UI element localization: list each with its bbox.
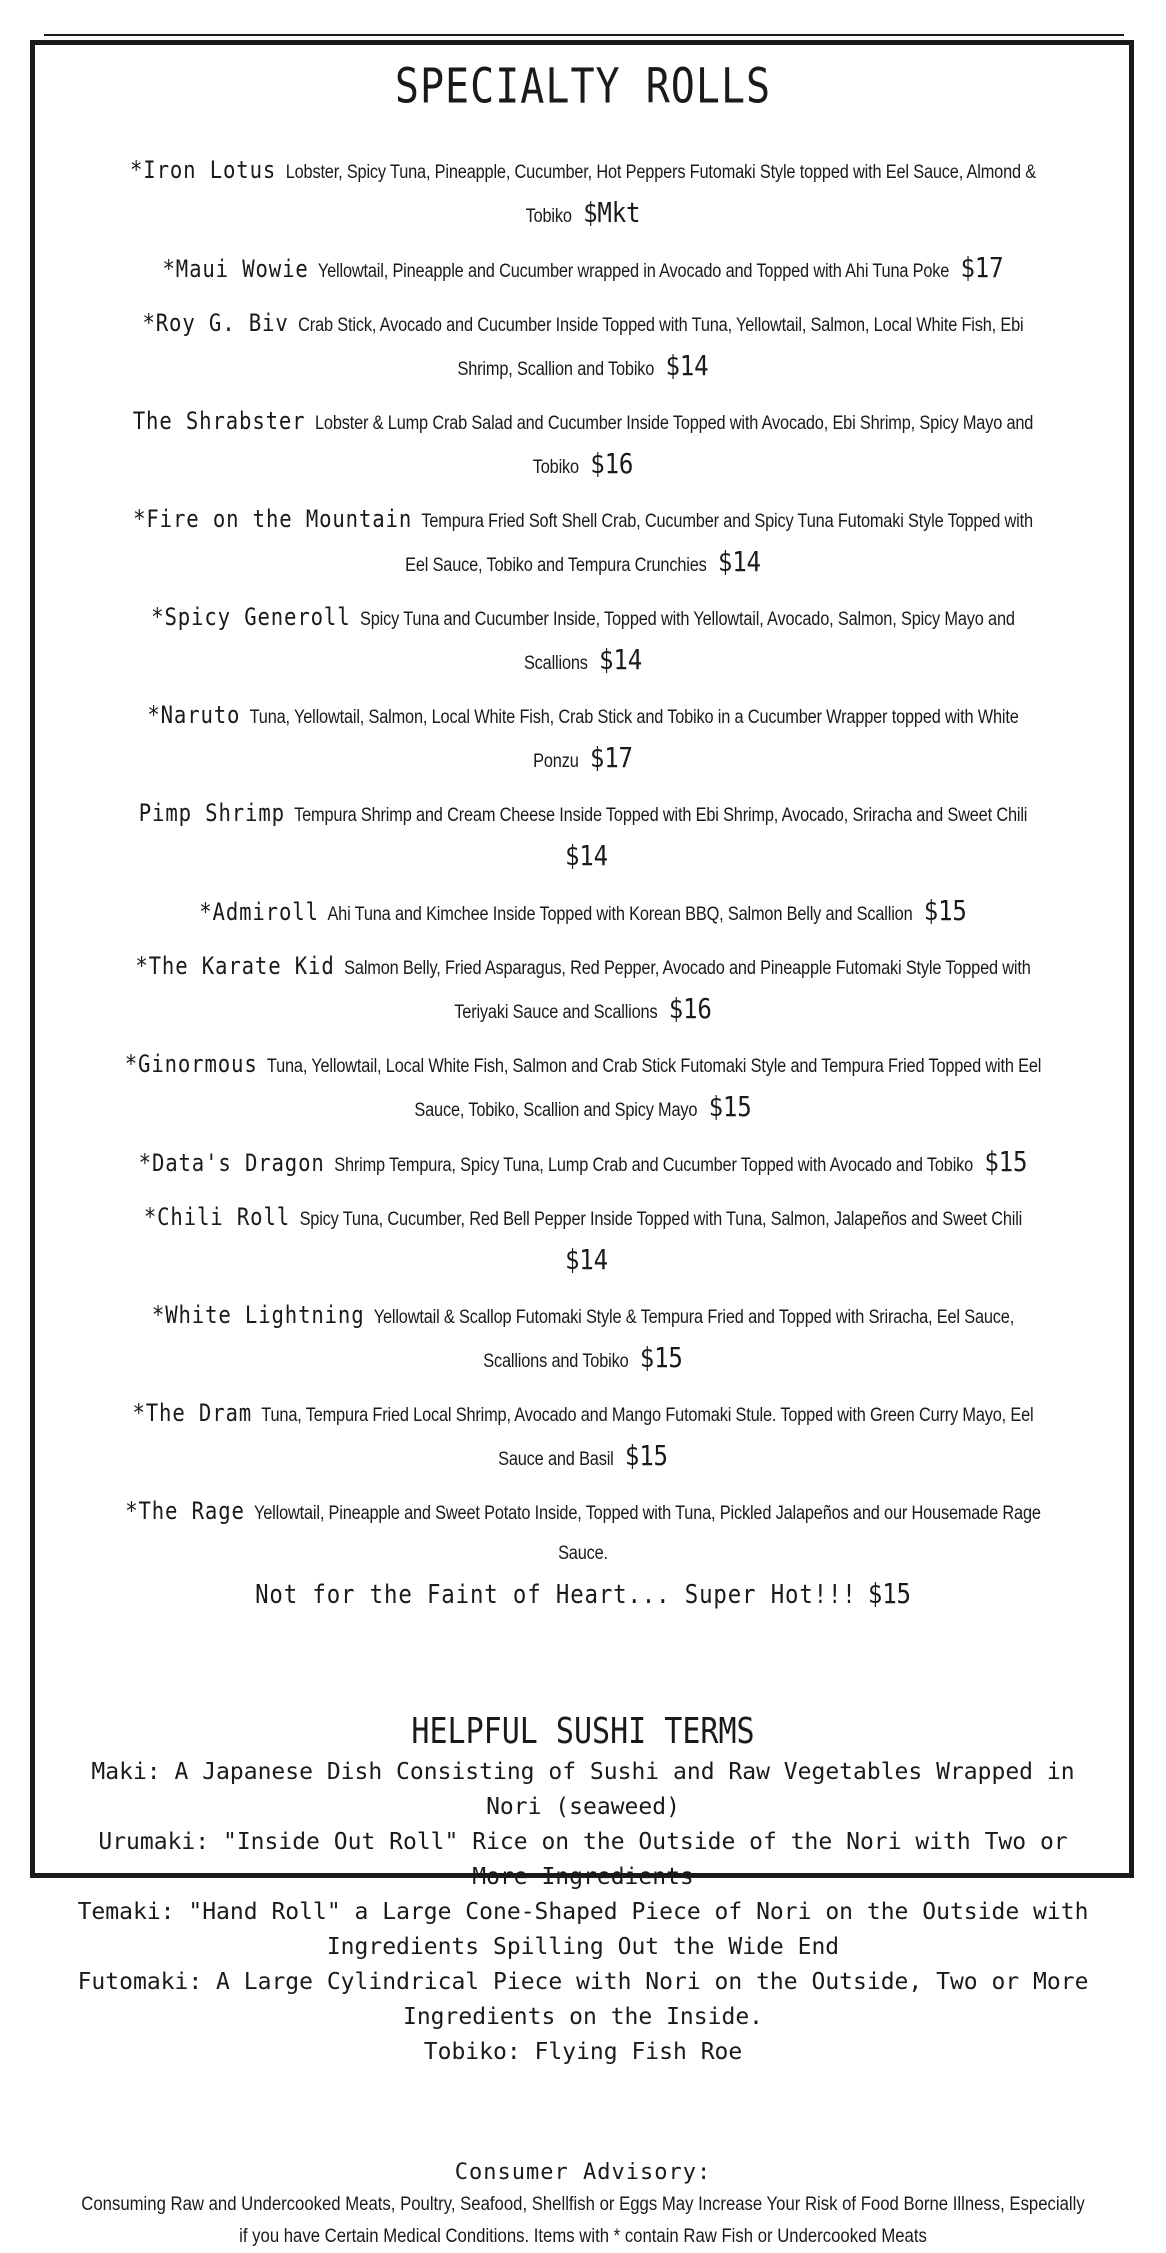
- roll-item: [123, 695, 1043, 782]
- roll-name: Pimp Shrimp: [138, 799, 285, 827]
- roll-description: Spicy Tuna and Cucumber Inside, Topped with Yellowtail, Avocado, Salmon, Spicy Mayo and Scallions: [360, 609, 1015, 674]
- roll-item: [123, 401, 1043, 488]
- roll-name: *The Rage: [125, 1497, 245, 1525]
- terms-title: HELPFUL SUSHI TERMS: [411, 1710, 755, 1753]
- roll-price: $15: [923, 894, 967, 927]
- roll-price: $15: [984, 1145, 1028, 1178]
- roll-description: Yellowtail & Scallop Futomaki Style & Tempura Fried and Topped with Sriracha, Eel Sauce, Scallions and Tobiko: [373, 1307, 1015, 1372]
- roll-price: $14: [717, 545, 761, 578]
- roll-description: Lobster & Lump Crab Salad and Cucumber Inside Topped with Avocado, Ebi Shrimp, Spicy Mayo and Tobiko: [315, 413, 1034, 478]
- term-item: Urumaki: "Inside Out Roll" Rice on the Outside of the Nori with Two or More Ingredients: [98, 1829, 1068, 1890]
- roll-price: $17: [960, 251, 1004, 284]
- term-item: Tobiko: Flying Fish Roe: [423, 2039, 743, 2065]
- roll-name: *Maui Wowie: [162, 255, 309, 283]
- roll-item: [123, 1295, 1043, 1382]
- term-item: Futomaki: A Large Cylindrical Piece with Nori on the Outside, Two or More Ingredients on the Inside.: [77, 1969, 1089, 2030]
- roll-price: $14: [599, 643, 643, 676]
- roll-price: $14: [564, 1243, 608, 1276]
- roll-price: $14: [564, 839, 608, 872]
- roll-description: Yellowtail, Pineapple and Sweet Potato Inside, Topped with Tuna, Pickled Jalapeños and our Housemade Rage Sauce.: [254, 1503, 1041, 1564]
- roll-price: $15: [867, 1577, 911, 1610]
- roll-item: [123, 1491, 1043, 1618]
- roll-list: [48, 150, 1118, 1618]
- roll-description: Tuna, Tempura Fried Local Shrimp, Avocado and Mango Futomaki Stule. Topped with Green Curry Mayo, Eel Sauce and Basil: [261, 1405, 1034, 1470]
- roll-description: Tuna, Yellowtail, Salmon, Local White Fish, Crab Stick and Tobiko in a Cucumber Wrapper topped with White Ponzu: [249, 707, 1019, 772]
- roll-price: $Mkt: [583, 196, 641, 229]
- roll-name: *Ginormous: [124, 1050, 258, 1078]
- roll-price: $17: [589, 741, 633, 774]
- roll-description: Crab Stick, Avocado and Cucumber Inside Topped with Tuna, Yellowtail, Salmon, Local White Fish, Ebi Shrimp, Scallion and Tobiko: [298, 315, 1024, 380]
- roll-name: *Fire on the Mountain: [133, 505, 413, 533]
- roll-item: [123, 946, 1043, 1033]
- advisory-title: Consumer Advisory:: [454, 2160, 712, 2185]
- terms-list: [48, 1755, 1118, 2070]
- roll-description: Shrimp Tempura, Spicy Tuna, Lump Crab and Cucumber Topped with Avocado and Tobiko: [334, 1155, 974, 1176]
- roll-description: Spicy Tuna, Cucumber, Red Bell Pepper Inside Topped with Tuna, Salmon, Jalapeños and Sweet Chili: [299, 1209, 1023, 1230]
- roll-description: Tempura Fried Soft Shell Crab, Cucumber and Spicy Tuna Futomaki Style Topped with Eel Sauce, Tobiko and Tempura Crunchies: [405, 511, 1033, 576]
- advisory-text: Consuming Raw and Undercooked Meats, Poultry, Seafood, Shellfish or Eggs May Increase Your Risk of Food Borne Illness, Especially if you have Certain Medical Conditions. Items with * contain Raw Fish or Undercooked Meats: [81, 2194, 1085, 2247]
- roll-item: [123, 303, 1043, 390]
- roll-item: [123, 1044, 1043, 1131]
- roll-item: [123, 1142, 1043, 1186]
- term-item: Maki: A Japanese Dish Consisting of Sushi and Raw Vegetables Wrapped in Nori (seaweed): [91, 1759, 1075, 1820]
- roll-price: $15: [624, 1439, 668, 1472]
- roll-item: [123, 1197, 1043, 1284]
- roll-name: *The Dram: [132, 1399, 253, 1427]
- roll-price: $15: [708, 1090, 752, 1123]
- roll-item: [123, 248, 1043, 292]
- menu-content: [48, 58, 1118, 2253]
- roll-item: [123, 499, 1043, 586]
- roll-name: *Chili Roll: [143, 1203, 291, 1231]
- frame-top-line: [44, 34, 1124, 36]
- roll-price: $16: [668, 992, 712, 1025]
- roll-item: [123, 793, 1043, 880]
- roll-name: *Data's Dragon: [138, 1149, 325, 1177]
- term-item: Temaki: "Hand Roll" a Large Cone-Shaped Piece of Nori on the Outside with Ingredients Spilling Out the Wide End: [77, 1899, 1089, 1960]
- roll-warning: Not for the Faint of Heart... Super Hot!!!: [255, 1580, 857, 1610]
- roll-description: Yellowtail, Pineapple and Cucumber wrapped in Avocado and Topped with Ahi Tuna Poke: [317, 261, 950, 282]
- roll-name: *Spicy Generoll: [151, 603, 351, 631]
- roll-item: [123, 1393, 1043, 1480]
- roll-item: [123, 891, 1043, 935]
- roll-name: *Admiroll: [199, 898, 319, 926]
- roll-item: [123, 150, 1043, 237]
- roll-name: *The Karate Kid: [135, 952, 335, 980]
- roll-name: The Shrabster: [132, 407, 306, 435]
- roll-description: Tuna, Yellowtail, Local White Fish, Salmon and Crab Stick Futomaki Style and Tempura Fried Topped with Eel Sauce, Tobiko, Scallion and Spicy Mayo: [266, 1056, 1042, 1121]
- roll-price: $16: [590, 447, 634, 480]
- roll-price: $15: [639, 1341, 683, 1374]
- roll-description: Salmon Belly, Fried Asparagus, Red Pepper, Avocado and Pineapple Futomaki Style Topped with Teriyaki Sauce and Scallions: [344, 958, 1031, 1023]
- menu-title: SPECIALTY ROLLS: [394, 59, 772, 115]
- roll-name: *Naruto: [147, 701, 241, 729]
- roll-description: Ahi Tuna and Kimchee Inside Topped with Korean BBQ, Salmon Belly and Scallion: [327, 904, 913, 925]
- roll-item: [123, 597, 1043, 684]
- roll-name: *White Lightning: [151, 1301, 365, 1329]
- roll-description: Lobster, Spicy Tuna, Pineapple, Cucumber, Hot Peppers Futomaki Style topped with Eel Sauce, Almond & Tobiko: [285, 162, 1037, 227]
- roll-name: *Iron Lotus: [129, 156, 277, 184]
- roll-description: Tempura Shrimp and Cream Cheese Inside Topped with Ebi Shrimp, Avocado, Sriracha and Sweet Chili: [294, 805, 1028, 826]
- roll-name: *Roy G. Biv: [142, 309, 289, 337]
- roll-price: $14: [665, 349, 709, 382]
